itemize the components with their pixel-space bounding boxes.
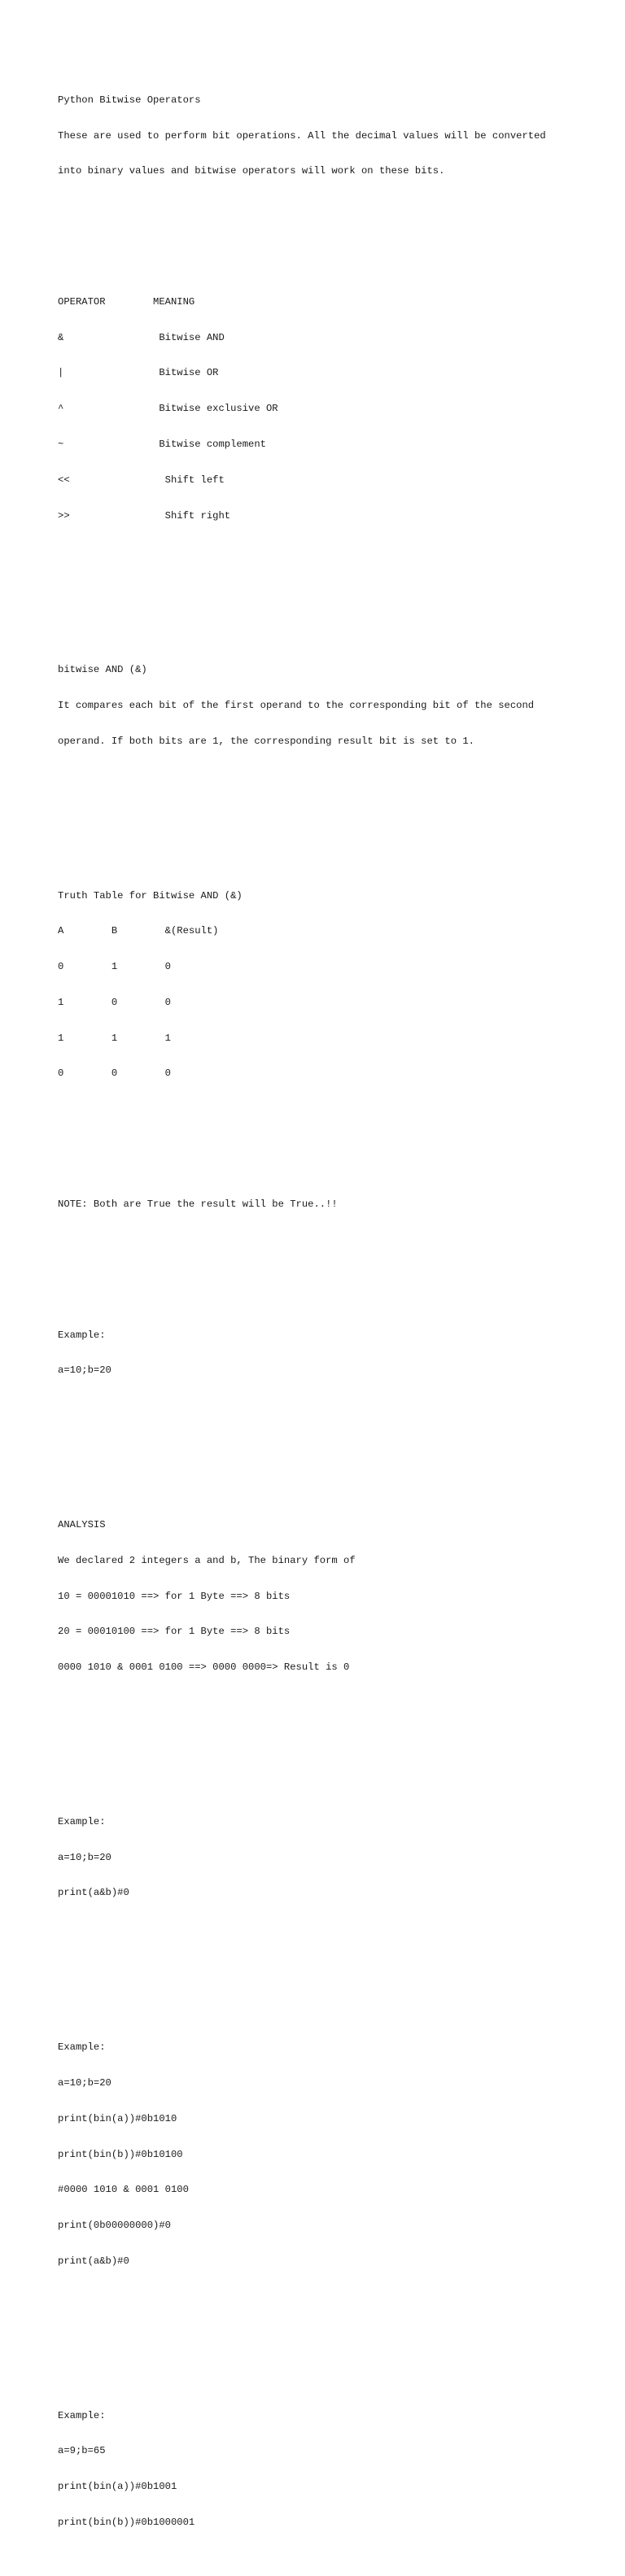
- document-page: [58, 59, 611, 2576]
- code-line: a=10;b=20: [58, 2076, 111, 2089]
- example-block: [58, 1305, 611, 1400]
- code-line: print(bin(a))#0b1010: [58, 2112, 177, 2124]
- spacer: [58, 806, 611, 830]
- example-heading: Example:: [58, 2041, 106, 2054]
- operator-row: ^ Bitwise exclusive OR: [58, 403, 278, 415]
- example-heading: Example:: [58, 1815, 106, 1827]
- example-heading: Example:: [58, 1329, 106, 1341]
- analysis-line: 10 = 00001010 ==> for 1 Byte ==> 8 bits: [58, 1590, 291, 1602]
- code-line: print(bin(b))#0b1000001: [58, 2516, 195, 2528]
- spacer: [58, 581, 611, 605]
- code-line: a=9;b=65: [58, 2445, 106, 2457]
- spacer: [58, 1139, 611, 1163]
- analysis-line: 20 = 00010100 ==> for 1 Byte ==> 8 bits: [58, 1626, 291, 1638]
- truth-table-row: 1 1 1: [58, 1032, 171, 1044]
- and-section: [58, 640, 611, 771]
- example-heading: Example:: [58, 2409, 106, 2421]
- intro-line: These are used to perform bit operations. All the decimal values will be converted: [58, 129, 546, 142]
- truth-table-row: 1 0 0: [58, 996, 171, 1008]
- operator-table: [58, 273, 611, 546]
- code-line: #0000 1010 & 0001 0100: [58, 2184, 189, 2196]
- section-text: It compares each bit of the first operand to the corresponding bit of the second: [58, 700, 535, 712]
- truth-table-header: A B &(Result): [58, 925, 219, 937]
- example-block: [58, 1792, 611, 1923]
- analysis-line: We declared 2 integers a and b, The binary form of: [58, 1554, 356, 1566]
- code-line: print(bin(b))#0b10100: [58, 2148, 183, 2160]
- intro-line: into binary values and bitwise operators will work on these bits.: [58, 165, 445, 177]
- example-block: [58, 2018, 611, 2291]
- truth-table-title: Truth Table for Bitwise AND (&): [58, 889, 243, 902]
- code-line: print(0b00000000)#0: [58, 2220, 171, 2232]
- truth-table-row: 0 1 0: [58, 961, 171, 973]
- spacer: [58, 213, 611, 237]
- note-text: NOTE: Both are True the result will be True..!!: [58, 1198, 338, 1210]
- operator-table-header: OPERATOR MEANING: [58, 295, 195, 308]
- spacer: [58, 2326, 611, 2350]
- spacer: [58, 1246, 611, 1269]
- operator-row: & Bitwise AND: [58, 331, 225, 343]
- truth-table-row: 0 0 0: [58, 1068, 171, 1080]
- operator-row: | Bitwise OR: [58, 367, 219, 379]
- code-line: a=10;b=20: [58, 1364, 111, 1377]
- example-block: [58, 2386, 611, 2552]
- code-line: print(a&b)#0: [58, 1887, 129, 1899]
- operator-row: << Shift left: [58, 474, 225, 486]
- analysis-line: 0000 1010 & 0001 0100 ==> 0000 0000=> Result is 0: [58, 1661, 350, 1674]
- truth-table: [58, 866, 611, 1103]
- spacer: [58, 1958, 611, 1982]
- operator-row: >> Shift right: [58, 509, 231, 522]
- code-line: print(bin(a))#0b1001: [58, 2481, 177, 2493]
- section-heading: bitwise AND (&): [58, 664, 147, 676]
- code-line: a=10;b=20: [58, 1851, 111, 1863]
- operator-row: ~ Bitwise complement: [58, 439, 266, 450]
- spacer: [58, 1436, 611, 1460]
- spacer: [58, 1733, 611, 1757]
- section-text: operand. If both bits are 1, the corresponding result bit is set to 1.: [58, 735, 474, 747]
- analysis-heading: ANALYSIS: [58, 1519, 106, 1531]
- code-line: print(a&b)#0: [58, 2255, 129, 2267]
- analysis-block: [58, 1495, 611, 1697]
- document-title: Python Bitwise Operators: [58, 94, 201, 106]
